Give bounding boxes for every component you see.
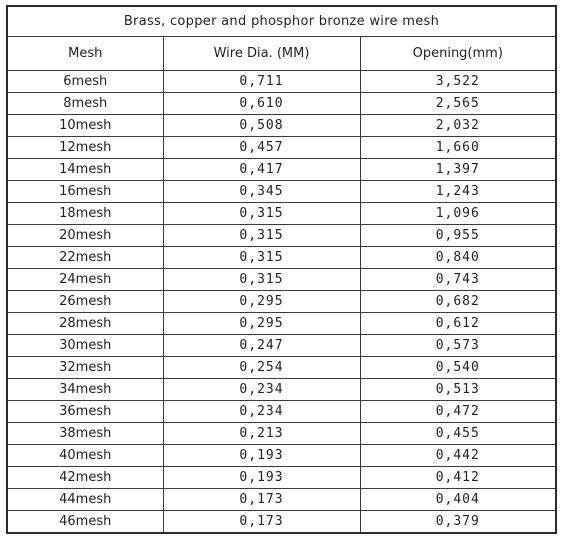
wire-diameter-cell: 0,315 bbox=[163, 203, 360, 225]
header-mesh: Mesh bbox=[7, 37, 163, 71]
wire-diameter-cell: 0,610 bbox=[163, 93, 360, 115]
opening-cell: 0,404 bbox=[360, 489, 556, 511]
opening-cell: 1,397 bbox=[360, 159, 556, 181]
opening-cell: 0,682 bbox=[360, 291, 556, 313]
table-row bbox=[7, 489, 556, 511]
wire-diameter-cell: 0,295 bbox=[163, 313, 360, 335]
wire-diameter-cell: 0,193 bbox=[163, 445, 360, 467]
wire-diameter-cell: 0,315 bbox=[163, 269, 360, 291]
mesh-cell: 36mesh bbox=[7, 401, 163, 423]
header-opening: Opening(mm) bbox=[360, 37, 556, 71]
opening-cell: 0,379 bbox=[360, 511, 556, 534]
table-row bbox=[7, 225, 556, 247]
opening-cell: 2,565 bbox=[360, 93, 556, 115]
table-row bbox=[7, 445, 556, 467]
mesh-cell: 12mesh bbox=[7, 137, 163, 159]
mesh-cell: 14mesh bbox=[7, 159, 163, 181]
spec-sheet bbox=[6, 5, 555, 539]
opening-cell: 3,522 bbox=[360, 71, 556, 93]
header-wire-diameter: Wire Dia. (MM) bbox=[163, 37, 360, 71]
opening-cell: 0,612 bbox=[360, 313, 556, 335]
mesh-cell: 28mesh bbox=[7, 313, 163, 335]
opening-cell: 0,513 bbox=[360, 379, 556, 401]
table-row bbox=[7, 357, 556, 379]
wire-diameter-cell: 0,508 bbox=[163, 115, 360, 137]
table-row bbox=[7, 203, 556, 225]
opening-cell: 0,540 bbox=[360, 357, 556, 379]
wire-diameter-cell: 0,234 bbox=[163, 379, 360, 401]
mesh-cell: 26mesh bbox=[7, 291, 163, 313]
mesh-cell: 34mesh bbox=[7, 379, 163, 401]
wire-diameter-cell: 0,173 bbox=[163, 511, 360, 534]
opening-cell: 0,955 bbox=[360, 225, 556, 247]
opening-cell: 0,472 bbox=[360, 401, 556, 423]
wire-diameter-cell: 0,254 bbox=[163, 357, 360, 379]
mesh-cell: 44mesh bbox=[7, 489, 163, 511]
wire-diameter-cell: 0,711 bbox=[163, 71, 360, 93]
table-title: Brass, copper and phosphor bronze wire mesh bbox=[7, 6, 556, 37]
opening-cell: 0,442 bbox=[360, 445, 556, 467]
wire-diameter-cell: 0,315 bbox=[163, 225, 360, 247]
mesh-cell: 18mesh bbox=[7, 203, 163, 225]
opening-cell: 0,412 bbox=[360, 467, 556, 489]
table-row bbox=[7, 379, 556, 401]
wire-diameter-cell: 0,315 bbox=[163, 247, 360, 269]
mesh-cell: 8mesh bbox=[7, 93, 163, 115]
opening-cell: 2,032 bbox=[360, 115, 556, 137]
opening-cell: 1,243 bbox=[360, 181, 556, 203]
mesh-cell: 38mesh bbox=[7, 423, 163, 445]
opening-cell: 1,660 bbox=[360, 137, 556, 159]
mesh-cell: 40mesh bbox=[7, 445, 163, 467]
mesh-cell: 24mesh bbox=[7, 269, 163, 291]
table-row bbox=[7, 423, 556, 445]
opening-cell: 0,455 bbox=[360, 423, 556, 445]
opening-cell: 0,743 bbox=[360, 269, 556, 291]
opening-cell: 0,573 bbox=[360, 335, 556, 357]
mesh-cell: 10mesh bbox=[7, 115, 163, 137]
table-row bbox=[7, 93, 556, 115]
wire-diameter-cell: 0,457 bbox=[163, 137, 360, 159]
wire-diameter-cell: 0,213 bbox=[163, 423, 360, 445]
table-row bbox=[7, 181, 556, 203]
mesh-cell: 6mesh bbox=[7, 71, 163, 93]
mesh-cell: 30mesh bbox=[7, 335, 163, 357]
table-row bbox=[7, 159, 556, 181]
wire-diameter-cell: 0,193 bbox=[163, 467, 360, 489]
table-row bbox=[7, 511, 556, 534]
table-row bbox=[7, 291, 556, 313]
table-row bbox=[7, 335, 556, 357]
table-row bbox=[7, 269, 556, 291]
wire-diameter-cell: 0,295 bbox=[163, 291, 360, 313]
table-row bbox=[7, 313, 556, 335]
table-header-row bbox=[7, 37, 556, 71]
wire-diameter-cell: 0,247 bbox=[163, 335, 360, 357]
wire-diameter-cell: 0,234 bbox=[163, 401, 360, 423]
mesh-cell: 46mesh bbox=[7, 511, 163, 534]
opening-cell: 0,840 bbox=[360, 247, 556, 269]
wire-diameter-cell: 0,345 bbox=[163, 181, 360, 203]
mesh-cell: 32mesh bbox=[7, 357, 163, 379]
table-row bbox=[7, 115, 556, 137]
wire-diameter-cell: 0,417 bbox=[163, 159, 360, 181]
mesh-cell: 22mesh bbox=[7, 247, 163, 269]
mesh-cell: 42mesh bbox=[7, 467, 163, 489]
table-row bbox=[7, 247, 556, 269]
mesh-cell: 16mesh bbox=[7, 181, 163, 203]
table-row bbox=[7, 137, 556, 159]
table-title-row bbox=[7, 6, 556, 37]
table-row bbox=[7, 71, 556, 93]
mesh-cell: 20mesh bbox=[7, 225, 163, 247]
opening-cell: 1,096 bbox=[360, 203, 556, 225]
wire-mesh-table bbox=[6, 5, 557, 534]
table-row bbox=[7, 467, 556, 489]
wire-diameter-cell: 0,173 bbox=[163, 489, 360, 511]
table-row bbox=[7, 401, 556, 423]
